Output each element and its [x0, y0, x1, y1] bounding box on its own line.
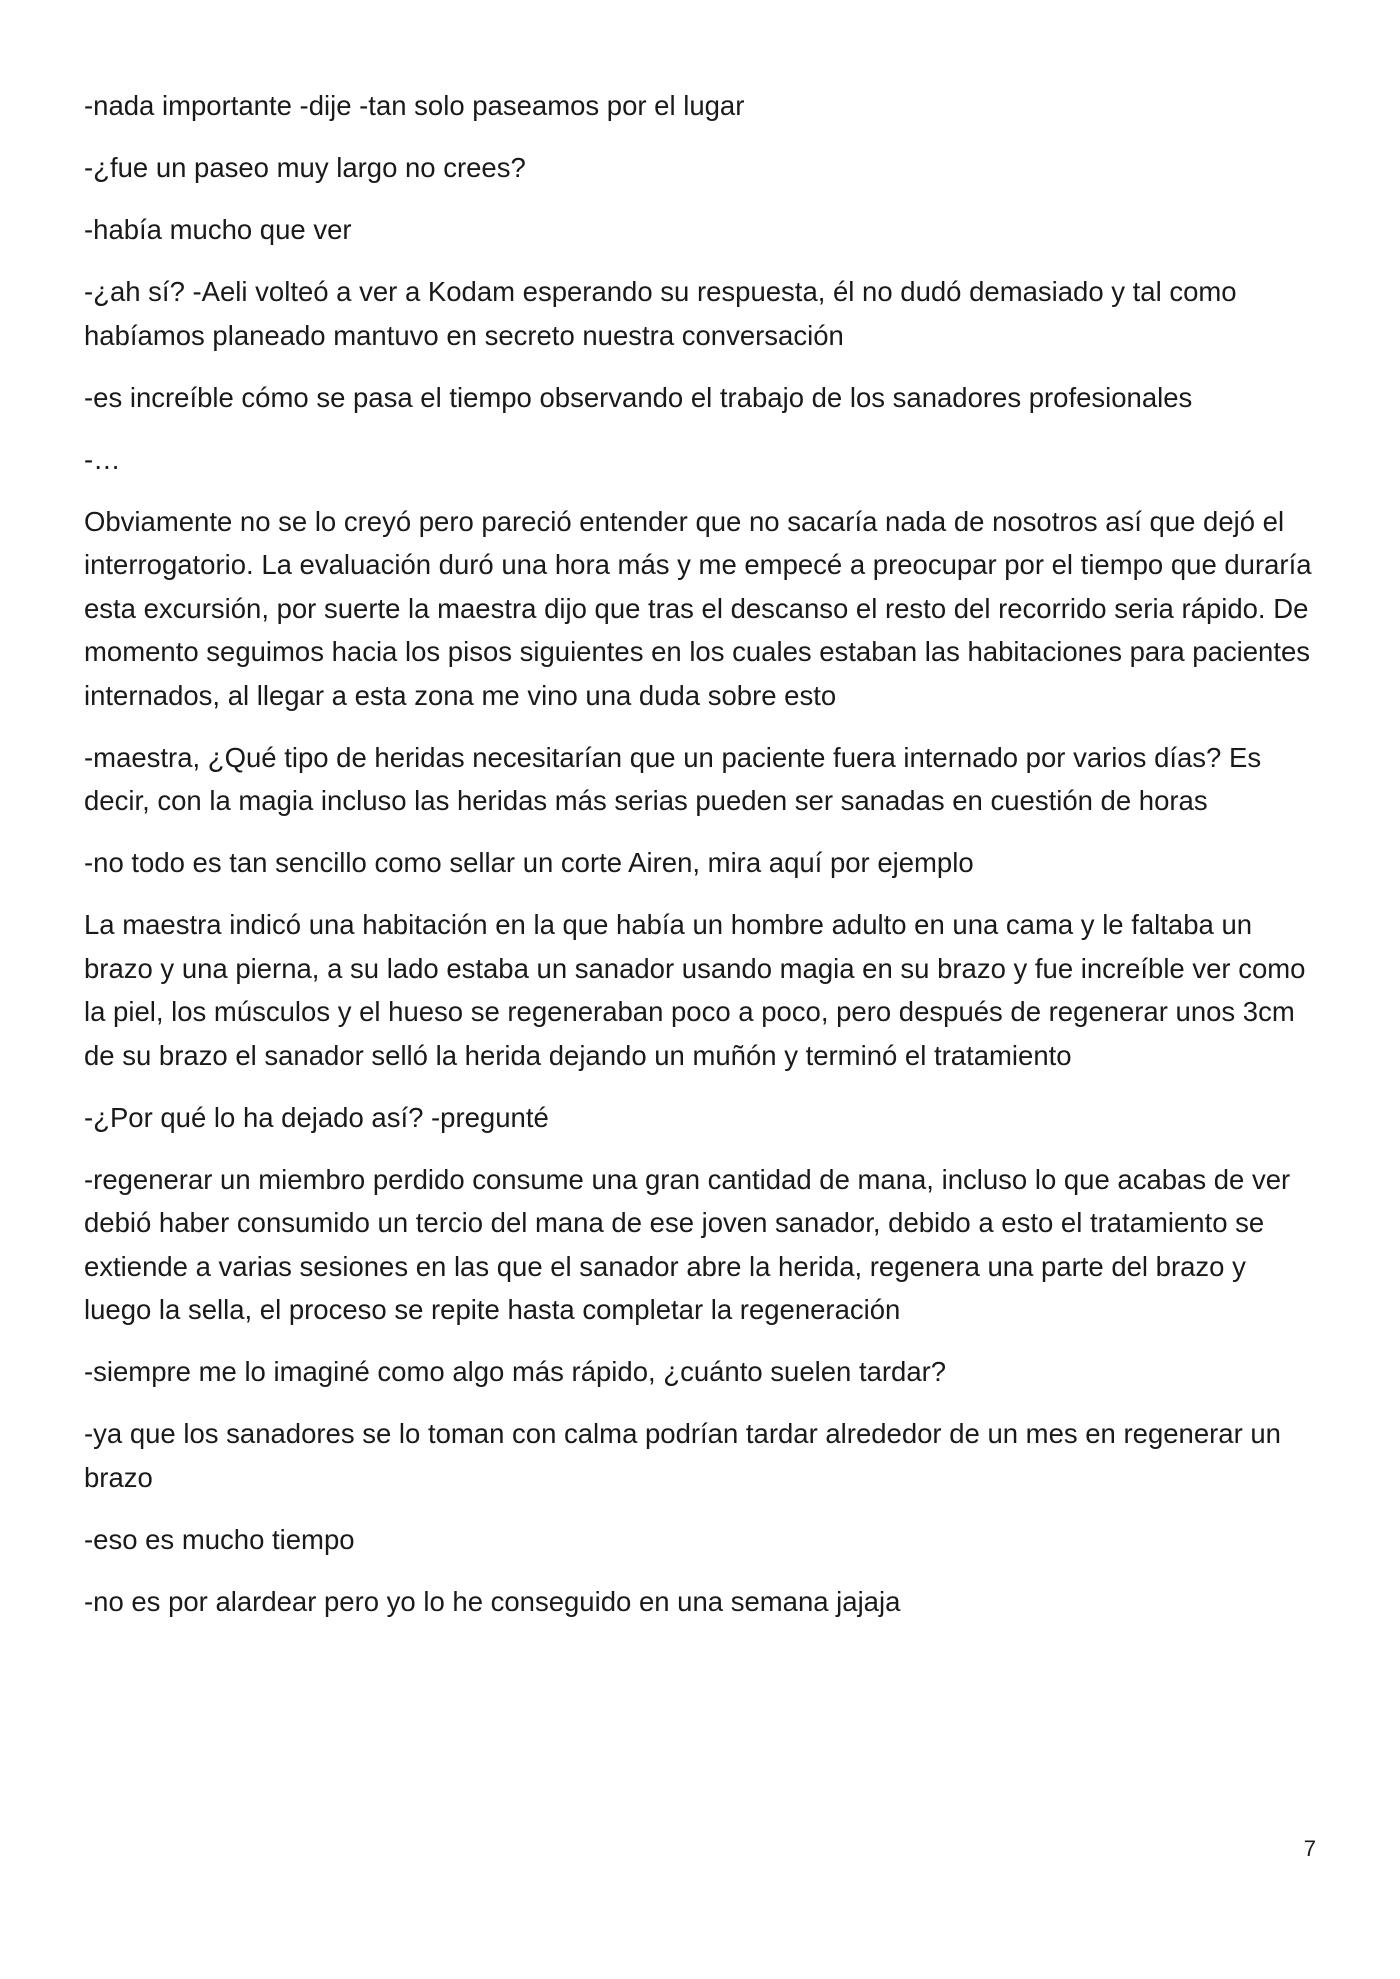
paragraph: -¿Por qué lo ha dejado así? -pregunté	[84, 1101, 549, 1133]
paragraph: -no es por alardear pero yo lo he conseguido en una semana jajaja	[84, 1585, 901, 1617]
paragraph: -ya que los sanadores se lo toman con calma podrían tardar alrededor de un mes en regenerar un brazo	[84, 1418, 1281, 1493]
paragraph: -regenerar un miembro perdido consume una gran cantidad de mana, incluso lo que acabas de ver debió haber consumido un tercio del mana de ese joven sanador, debido a esto el tratamiento se extiende a varias sesiones en las que el sanador abre la herida, regenera una parte del brazo y luego la sella, el proceso se repite hasta completar la regeneración	[84, 1163, 1291, 1325]
document-body	[84, 84, 1320, 1642]
paragraph: -no todo es tan sencillo como sellar un corte Airen, mira aquí por ejemplo	[84, 847, 974, 878]
paragraph: -siempre me lo imaginé como algo más rápido, ¿cuánto suelen tardar?	[84, 1356, 947, 1387]
paragraph: -había mucho que ver	[84, 214, 352, 245]
paragraph: -nada importante -dije -tan solo paseamos por el lugar	[84, 90, 745, 121]
paragraph: -maestra, ¿Qué tipo de heridas necesitarían que un paciente fuera internado por varios días? Es decir, con la magia incluso las heridas más serias pueden ser sanadas en cuestión de horas	[84, 741, 1262, 816]
paragraph: Obviamente no se lo creyó pero pareció entender que no sacaría nada de nosotros así que dejó el interrogatorio. La evaluación duró una hora más y me empecé a preocupar por el tiempo que duraría esta excursión, por suerte la maestra dijo que tras el descanso el resto del recorrido seria rápido. De momento seguimos hacia los pisos siguientes en los cuales estaban las habitaciones para pacientes internados, al llegar a esta zona me vino una duda sobre esto	[84, 505, 1312, 711]
paragraph: -¿fue un paseo muy largo no crees?	[84, 152, 526, 183]
page-number: 7	[1303, 1836, 1316, 1861]
paragraph: -¿ah sí? -Aeli volteó a ver a Kodam esperando su respuesta, él no dudó demasiado y tal como habíamos planeado mantuvo en secreto nuestra conversación	[84, 276, 1237, 351]
paragraph: La maestra indicó una habitación en la que había un hombre adulto en una cama y le faltaba un brazo y una pierna, a su lado estaba un sanador usando magia en su brazo y fue increíble ver como la piel, los músculos y el hueso se regeneraban poco a poco, pero después de regenerar unos 3cm de su brazo el sanador selló la herida dejando un muñón y terminó el tratamiento	[84, 909, 1306, 1071]
paragraph: -…	[84, 443, 121, 475]
paragraph: -es increíble cómo se pasa el tiempo observando el trabajo de los sanadores profesionales	[84, 381, 1193, 413]
paragraph: -eso es mucho tiempo	[84, 1523, 355, 1555]
